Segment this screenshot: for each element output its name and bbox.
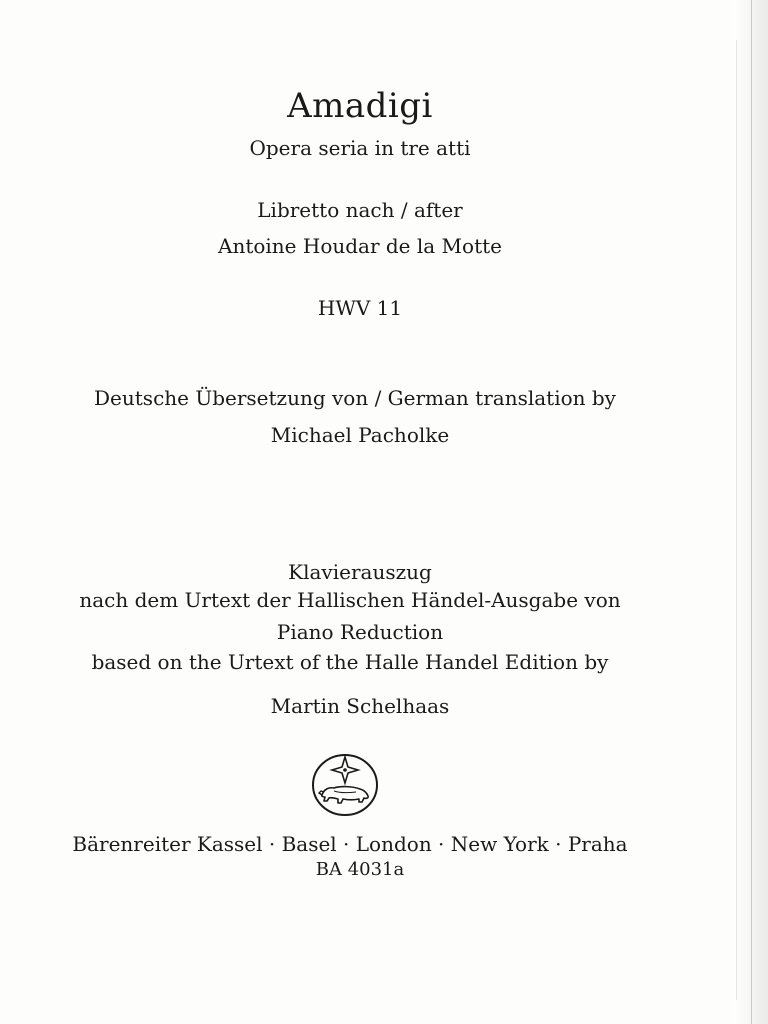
opera-subtitle: Opera seria in tre atti [249, 136, 471, 160]
reduction-title-en: Piano Reduction [276, 620, 444, 644]
arranger-name: Martin Schelhaas [270, 694, 450, 718]
translation-label: Deutsche Übersetzung von / German translation by [94, 386, 616, 410]
binding-line [751, 0, 752, 1024]
opera-title: Amadigi [287, 86, 433, 126]
libretto-author: Antoine Houdar de la Motte [218, 234, 502, 258]
catalogue-number: HWV 11 [317, 296, 403, 320]
translator-name: Michael Pacholke [270, 423, 450, 447]
reduction-title-de: Klavierauszug [288, 560, 432, 584]
libretto-label: Libretto nach / after [257, 198, 463, 222]
baerenreiter-bear-star-logo-icon [310, 752, 380, 818]
reduction-source-de: nach dem Urtext der Hallischen Händel-Ausgabe von [79, 588, 621, 612]
publisher-cities: Bärenreiter Kassel · Basel · London · New York · Praha [72, 832, 628, 856]
edition-number: BA 4031a [315, 859, 405, 880]
reduction-source-en: based on the Urtext of the Halle Handel Edition by [91, 650, 609, 674]
page-edge-line [736, 40, 737, 1000]
